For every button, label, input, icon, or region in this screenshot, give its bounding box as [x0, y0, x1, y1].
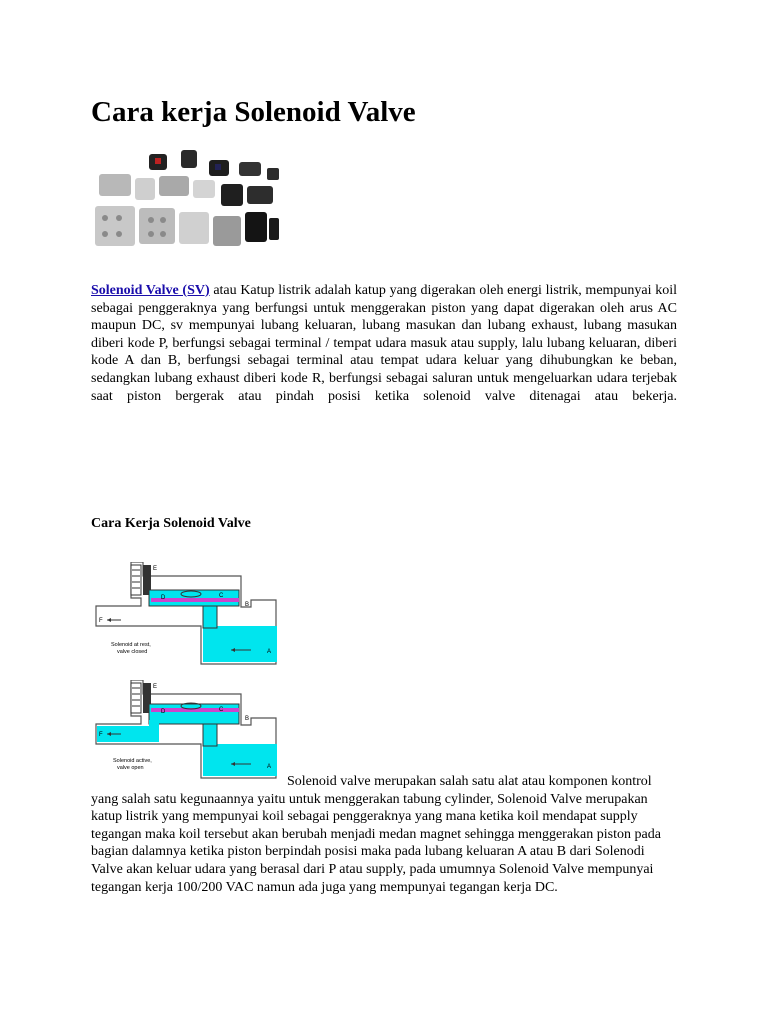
diagram1-caption-2: valve closed — [117, 649, 148, 655]
diagram1-label-a: A — [267, 649, 272, 655]
diagram1-label-d: D — [161, 595, 166, 601]
diagram2-label-e: E — [153, 684, 158, 690]
diagram1-label-b: B — [245, 602, 250, 608]
page-title: Cara kerja Solenoid Valve — [91, 96, 416, 128]
diagram2-label-c: C — [219, 707, 224, 713]
diagram1-label-f: F — [99, 618, 103, 624]
diagram-valve-closed — [91, 562, 281, 672]
body-2-text: Solenoid valve merupakan salah satu alat atau komponen kontrol yang salah satu kegunaannya yaitu untuk menggerakan tabung cylinder, Solenoid Valve merupakan katup listrik yang mempunyai koil sebagai penggeraknya yang mana ketika koil mendapat supply tegangan maka koil tersebut akan berubah menjadi medan magnet sehingga menggerakan piston pada bagian dalamnya ketika piston berpindah posisi maka pada lubang keluaran A atau B dari Solenodi Valve akan keluar udara yang berasal dari P atau supply, pada umumnya Solenoid Valve mempunyai tegangan kerja 100/200 VAC namun ada juga yang mempunyai tegangan kerja DC. — [91, 774, 661, 895]
diagram1-label-e: E — [153, 566, 158, 572]
body-paragraph-2 — [91, 773, 677, 896]
solenoid-valves-photo — [89, 146, 281, 259]
intro-paragraph — [91, 282, 677, 405]
diagram2-caption-2: valve open — [117, 765, 144, 771]
diagram1-label-c: C — [219, 593, 224, 599]
diagram2-label-b: B — [245, 716, 250, 722]
section-subheading: Cara Kerja Solenoid Valve — [91, 516, 251, 531]
diagram2-label-f: F — [99, 732, 103, 738]
solenoid-valve-link[interactable]: Solenoid Valve (SV) — [91, 283, 210, 298]
diagram2-caption-1: Solenoid active, — [113, 758, 152, 764]
intro-body: atau Katup listrik adalah katup yang digerakan oleh energi listrik, mempunyai koil sebagai penggeraknya yang berfungsi untuk menggerakan piston yang dapat digerakan oleh arus AC maupun DC, sv mempunyai lubang keluaran, lubang masukan dan lubang exhaust, lubang masukan diberi kode P, berfungsi sebagai terminal / tempat udara masuk atau supply, lalu lubang keluaran, diberi kode A dan B, berfungsi sebagai terminal atau tempat udara keluar yang dihubungkan ke beban, sedangkan lubang exhaust diberi kode R, berfungsi sebagai saluran untuk mengeluarkan udara terjebak saat piston bergerak atau pindah posisi ketika solenoid valve ditenagai atau bekerja. — [91, 283, 677, 404]
diagram1-caption-1: Solenoid at rest, — [111, 642, 151, 648]
diagram2-label-a: A — [267, 764, 272, 770]
diagram2-label-d: D — [161, 709, 166, 715]
diagram-valve-open — [91, 680, 281, 780]
